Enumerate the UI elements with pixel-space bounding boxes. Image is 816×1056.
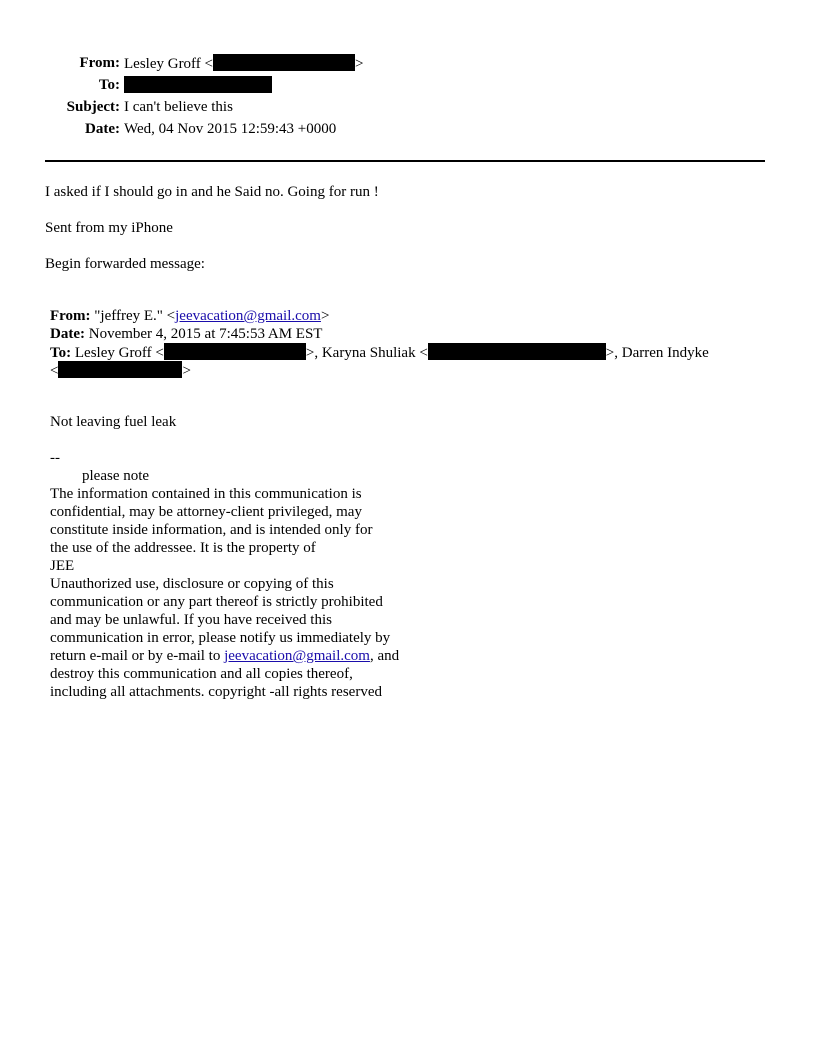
- from-label: From:: [79, 55, 120, 71]
- disclaimer-line: and may be unlawful. If you have received this: [50, 612, 332, 628]
- to-label: To:: [98, 77, 120, 93]
- disclaimer-line: Unauthorized use, disclosure or copying of this: [50, 576, 334, 592]
- sig-note: please note: [82, 468, 150, 484]
- subject-value: I can't believe this: [124, 99, 233, 115]
- fwd-from-label: From:: [50, 308, 91, 324]
- disclaimer-email-line: [50, 647, 399, 665]
- fwd-to-open: <: [50, 363, 59, 379]
- disclaimer-email-suffix: , and: [369, 648, 400, 664]
- disclaimer-line: communication in error, please notify us immediately by: [50, 630, 391, 646]
- fwd-to-close: >: [182, 363, 191, 379]
- fwd-date-row: [50, 325, 322, 343]
- fwd-message: Not leaving fuel leak: [50, 414, 177, 430]
- redaction-block: [124, 76, 272, 93]
- subject-label: Subject:: [66, 99, 120, 115]
- disclaimer-line: constitute inside information, and is intended only for: [50, 522, 373, 538]
- disclaimer-line: destroy this communication and all copies thereof,: [50, 666, 353, 682]
- sig-dashes: --: [50, 450, 60, 466]
- fwd-from-name: "jeffrey E." <: [94, 308, 176, 324]
- to-value: [124, 76, 272, 95]
- date-label: Date:: [85, 121, 120, 137]
- redaction-block: [58, 361, 182, 378]
- signature-line: Sent from my iPhone: [45, 220, 173, 236]
- disclaimer-line: communication or any part thereof is strictly prohibited: [50, 594, 383, 610]
- date-value: Wed, 04 Nov 2015 12:59:43 +0000: [124, 121, 337, 137]
- disclaimer-line: confidential, may be attorney-client privileged, may: [50, 504, 362, 520]
- disclaimer-email-link[interactable]: jeevacation@gmail.com: [224, 648, 370, 664]
- from-close: >: [355, 56, 364, 72]
- forward-intro: Begin forwarded message:: [45, 256, 205, 272]
- disclaimer-line: including all attachments. copyright -all rights reserved: [50, 684, 382, 700]
- disclaimer-email-prefix: return e-mail or by e-mail to: [50, 648, 225, 664]
- fwd-to-row-continued: [50, 361, 191, 380]
- fwd-from-close: >: [320, 308, 330, 324]
- fwd-to-row: [50, 343, 709, 362]
- fwd-from-email-link[interactable]: jeevacation@gmail.com: [175, 308, 321, 324]
- fwd-to-part: >, Karyna Shuliak <: [305, 345, 428, 361]
- from-value: [124, 54, 363, 73]
- redaction-block: [164, 343, 306, 360]
- from-name: Lesley Groff <: [124, 56, 213, 72]
- header-divider: [45, 160, 765, 162]
- fwd-to-label: To:: [50, 345, 72, 361]
- disclaimer-line: The information contained in this communication is: [50, 486, 362, 502]
- fwd-to-part: Lesley Groff <: [74, 345, 164, 361]
- fwd-date-label: Date:: [50, 326, 85, 342]
- redaction-block: [428, 343, 606, 360]
- disclaimer-line: the use of the addressee. It is the property of: [50, 540, 316, 556]
- fwd-date-value: November 4, 2015 at 7:45:53 AM EST: [88, 326, 323, 342]
- fwd-from-row: [50, 307, 329, 325]
- redaction-block: [213, 54, 355, 71]
- disclaimer-line: JEE: [50, 558, 75, 574]
- fwd-to-part: >, Darren Indyke: [605, 345, 709, 361]
- body-line: I asked if I should go in and he Said no. Going for run !: [45, 184, 379, 200]
